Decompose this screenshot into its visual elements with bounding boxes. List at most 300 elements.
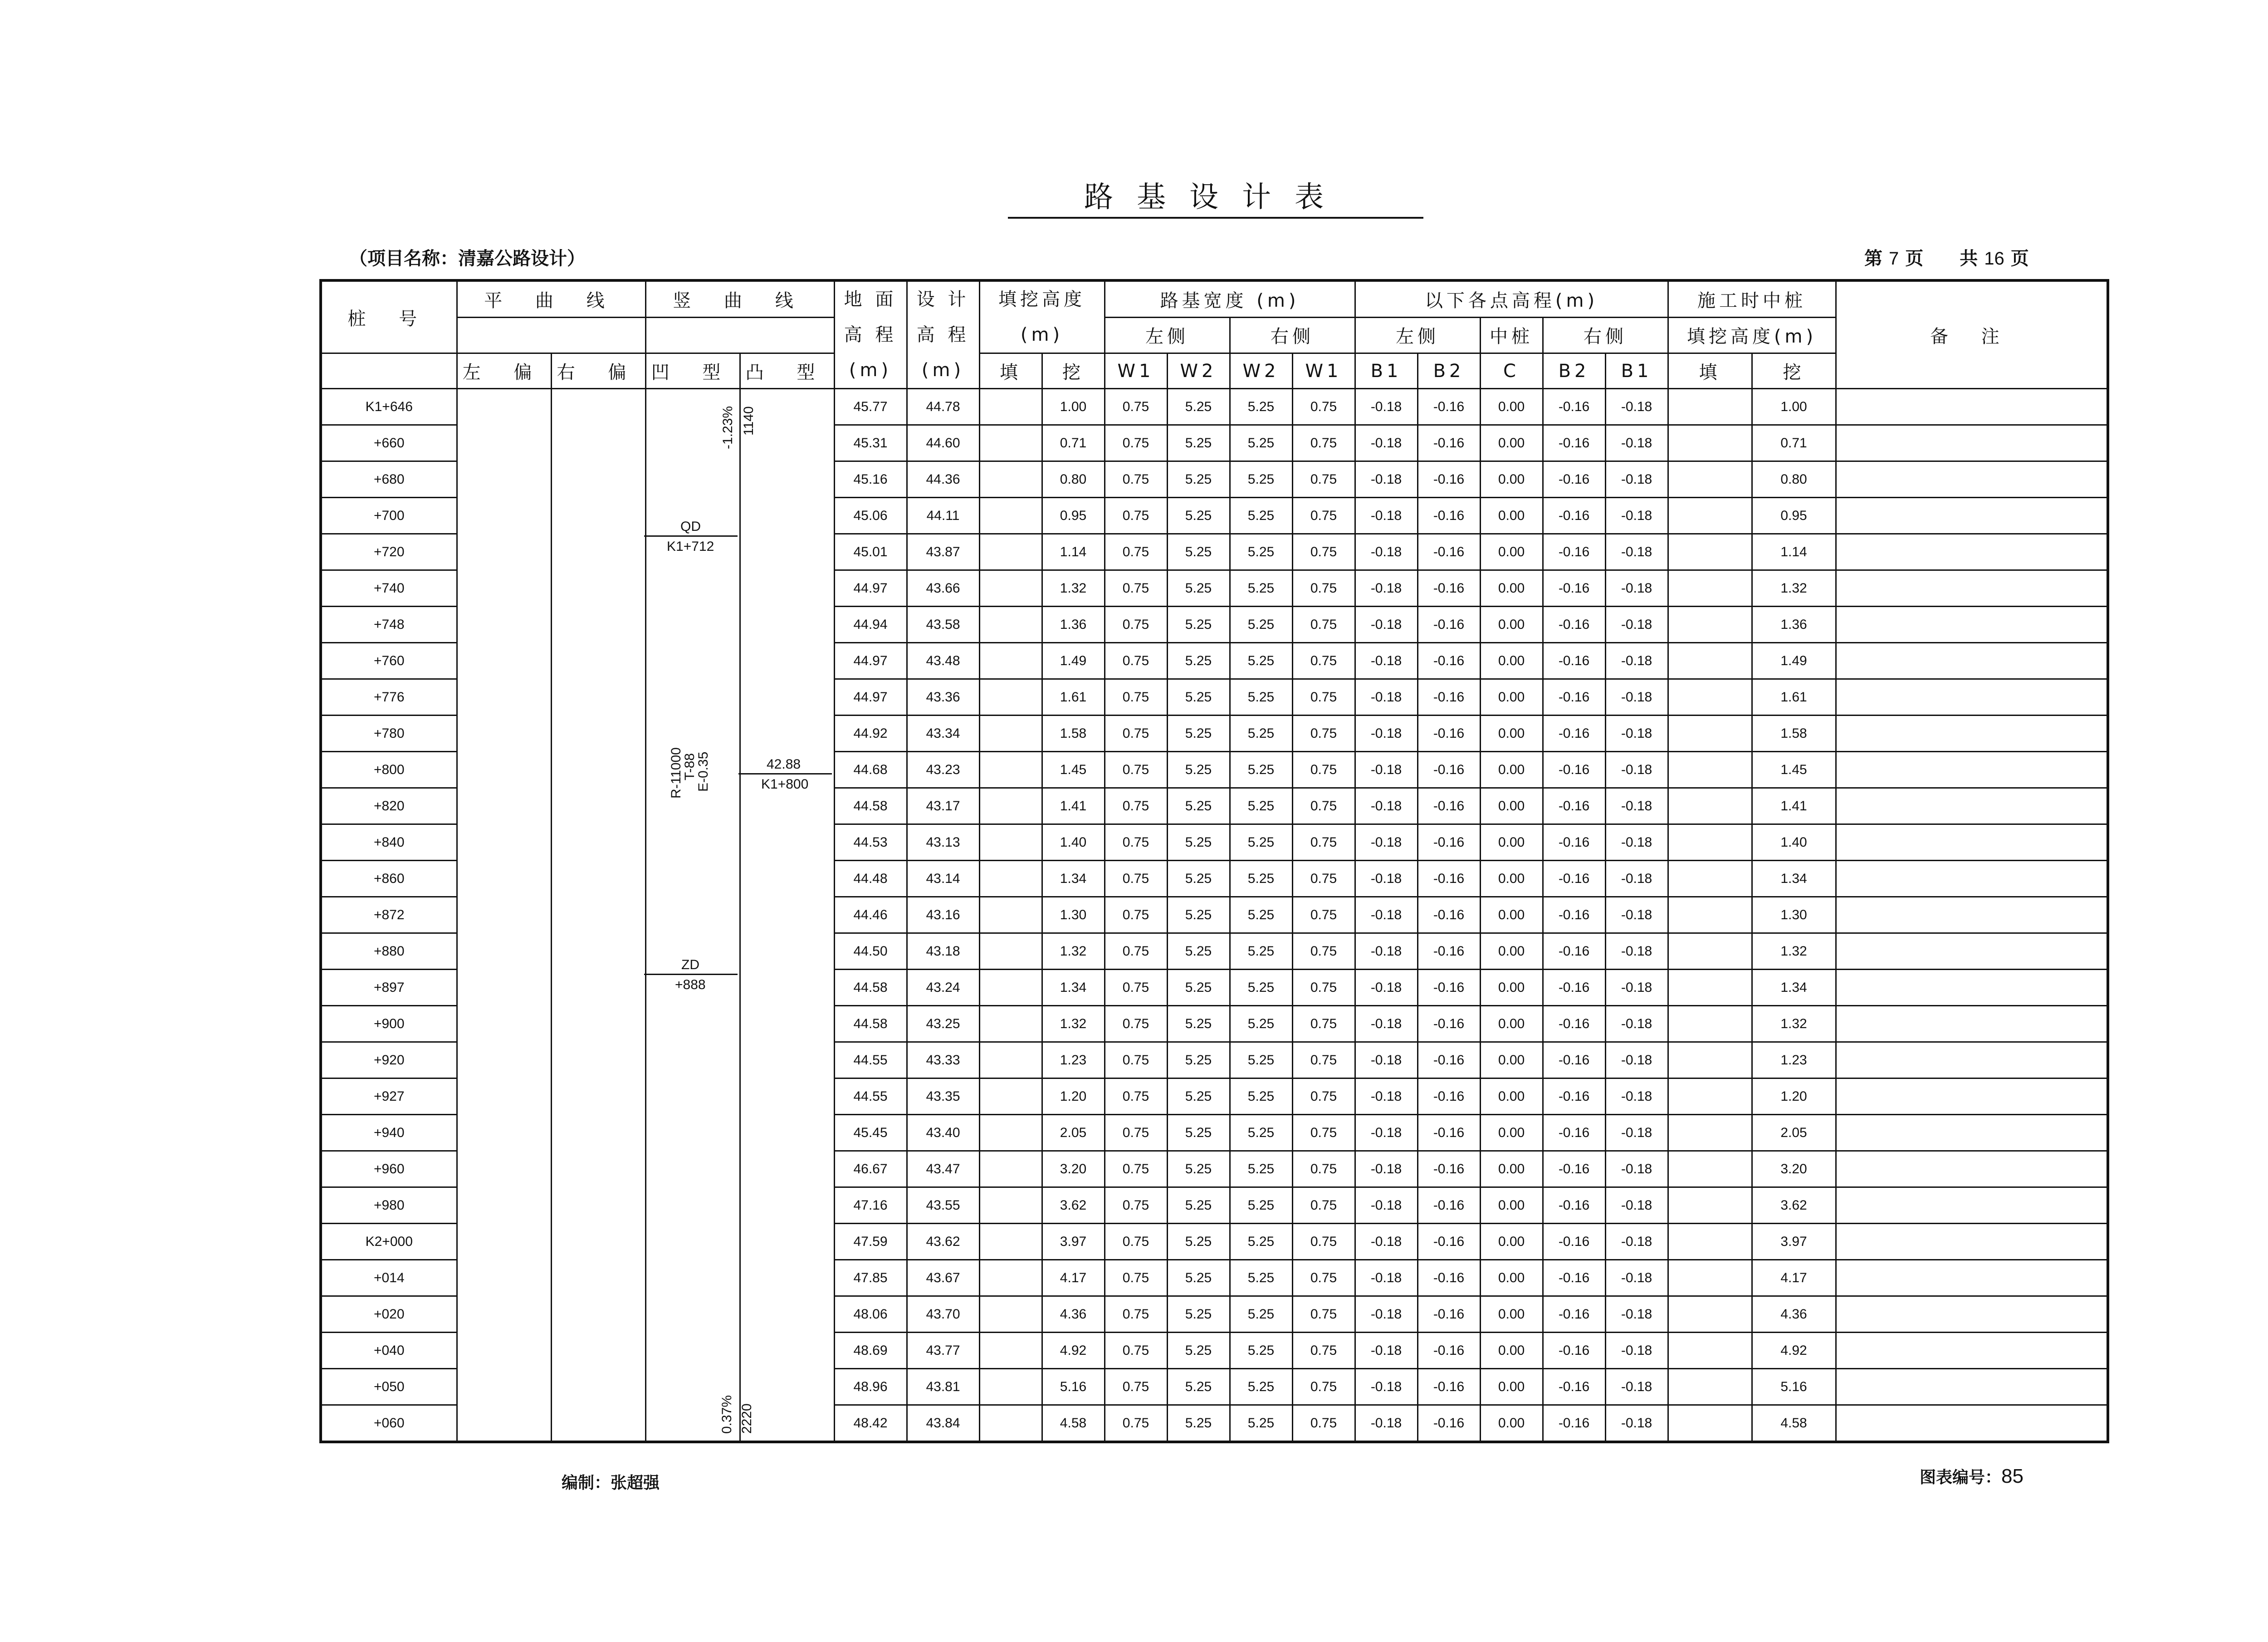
b2-left-cell: -0.16 (1418, 1405, 1480, 1442)
right-offset-cell (551, 933, 645, 970)
stake-cell: +940 (321, 1115, 457, 1151)
remarks-cell (1836, 897, 2108, 933)
b1-left-cell: -0.18 (1355, 498, 1418, 534)
convex-cell (740, 461, 834, 498)
header-horizontal-curve: 平 曲 线 (457, 280, 645, 317)
construction-fill-cell (1668, 389, 1752, 425)
remarks-cell (1836, 1187, 2108, 1224)
b1-right-cell: -0.18 (1605, 1369, 1668, 1405)
w2-left-cell: 5.25 (1167, 643, 1230, 679)
c-cell: 0.00 (1480, 752, 1543, 788)
left-offset-cell (457, 1405, 551, 1442)
stake-cell: +720 (321, 534, 457, 570)
right-offset-cell (551, 752, 645, 788)
construction-fill-cell (1668, 498, 1752, 534)
w1-left-cell: 0.75 (1105, 1405, 1167, 1442)
project-name: （项目名称：清嘉公路设计） (349, 248, 585, 269)
b1-right-cell: -0.18 (1605, 1405, 1668, 1442)
page-prefix: 第 (1864, 248, 1882, 269)
w2-right-cell: 5.25 (1230, 607, 1292, 643)
w2-right-cell: 5.25 (1230, 679, 1292, 716)
w2-right-cell: 5.25 (1230, 425, 1292, 461)
left-offset-cell (457, 534, 551, 570)
construction-fill-cell (1668, 1224, 1752, 1260)
fill-cell (979, 1042, 1042, 1078)
cut-cell: 1.36 (1042, 607, 1105, 643)
header-vertical-curve: 竖 曲 线 (645, 280, 834, 317)
convex-cell (740, 498, 834, 534)
w2-left-cell: 5.25 (1167, 752, 1230, 788)
w2-left-cell: 5.25 (1167, 1224, 1230, 1260)
ground-elev-cell: 45.31 (834, 425, 907, 461)
w1-left-cell: 0.75 (1105, 1333, 1167, 1369)
construction-fill-cell (1668, 970, 1752, 1006)
convex-cell (740, 1078, 834, 1115)
b1-right-cell: -0.18 (1605, 1187, 1668, 1224)
b2-right-cell: -0.16 (1543, 716, 1605, 752)
b2-right-cell: -0.16 (1543, 1224, 1605, 1260)
w1-right-cell: 0.75 (1292, 970, 1355, 1006)
w2-left-cell: 5.25 (1167, 534, 1230, 570)
w2-left-cell: 5.25 (1167, 1151, 1230, 1187)
b1-right-cell: -0.18 (1605, 534, 1668, 570)
cut-cell: 1.45 (1042, 752, 1105, 788)
fill-cell (979, 933, 1042, 970)
right-offset-cell (551, 570, 645, 607)
left-offset-cell (457, 824, 551, 861)
stake-cell: K2+000 (321, 1224, 457, 1260)
w2-left-cell: 5.25 (1167, 1369, 1230, 1405)
w2-left-cell: 5.25 (1167, 1260, 1230, 1296)
stake-cell: +660 (321, 425, 457, 461)
b2-left-cell: -0.16 (1418, 1369, 1480, 1405)
construction-cut-cell: 1.34 (1752, 970, 1836, 1006)
convex-cell (740, 1151, 834, 1187)
convex-cell (740, 716, 834, 752)
remarks-cell (1836, 1042, 2108, 1078)
b1-right-cell: -0.18 (1605, 389, 1668, 425)
title-underline (1008, 217, 1423, 219)
page-suffix: 页 (2010, 248, 2029, 269)
stake-cell: +060 (321, 1405, 457, 1442)
stake-cell: +900 (321, 1006, 457, 1042)
stake-cell: +840 (321, 824, 457, 861)
remarks-cell (1836, 425, 2108, 461)
b1-right-cell: -0.18 (1605, 1151, 1668, 1187)
remarks-cell (1836, 607, 2108, 643)
w1-left-cell: 0.75 (1105, 861, 1167, 897)
concave-cell (645, 1078, 740, 1115)
remarks-cell (1836, 461, 2108, 498)
stake-cell: +014 (321, 1260, 457, 1296)
cut-cell: 1.32 (1042, 570, 1105, 607)
header-c: C (1480, 353, 1543, 389)
c-cell: 0.00 (1480, 716, 1543, 752)
b2-right-cell: -0.16 (1543, 933, 1605, 970)
c-cell: 0.00 (1480, 788, 1543, 824)
b1-left-cell: -0.18 (1355, 570, 1418, 607)
remarks-cell (1836, 570, 2108, 607)
w2-left-cell: 5.25 (1167, 716, 1230, 752)
w1-left-cell: 0.75 (1105, 1151, 1167, 1187)
table-row (321, 1042, 2108, 1078)
b1-right-cell: -0.18 (1605, 1078, 1668, 1115)
header-width-left: 左侧 (1105, 317, 1230, 353)
w2-left-cell: 5.25 (1167, 1006, 1230, 1042)
cut-cell: 1.20 (1042, 1078, 1105, 1115)
construction-fill-cell (1668, 1260, 1752, 1296)
w2-right-cell: 5.25 (1230, 1369, 1292, 1405)
cut-cell: 3.20 (1042, 1151, 1105, 1187)
w1-left-cell: 0.75 (1105, 824, 1167, 861)
fill-cell (979, 643, 1042, 679)
right-offset-cell (551, 1006, 645, 1042)
right-offset-cell (551, 1333, 645, 1369)
w1-left-cell: 0.75 (1105, 679, 1167, 716)
design-elev-cell: 43.13 (907, 824, 979, 861)
left-offset-cell (457, 970, 551, 1006)
right-offset-cell (551, 607, 645, 643)
c-cell: 0.00 (1480, 1224, 1543, 1260)
header-fill: 填 (979, 353, 1042, 389)
b2-right-cell: -0.16 (1543, 970, 1605, 1006)
construction-fill-cell (1668, 1006, 1752, 1042)
stake-cell: +897 (321, 970, 457, 1006)
w1-left-cell: 0.75 (1105, 570, 1167, 607)
b2-right-cell: -0.16 (1543, 570, 1605, 607)
table-row (321, 389, 2108, 425)
left-offset-cell (457, 1187, 551, 1224)
page-mid: 页 (1905, 248, 1924, 269)
remarks-cell (1836, 824, 2108, 861)
b2-right-cell: -0.16 (1543, 534, 1605, 570)
right-offset-cell (551, 425, 645, 461)
b1-right-cell: -0.18 (1605, 1333, 1668, 1369)
construction-cut-cell: 3.20 (1752, 1151, 1836, 1187)
ground-elev-cell: 44.94 (834, 607, 907, 643)
b2-right-cell: -0.16 (1543, 1042, 1605, 1078)
w2-left-cell: 5.25 (1167, 861, 1230, 897)
fill-cell (979, 534, 1042, 570)
b1-left-cell: -0.18 (1355, 897, 1418, 933)
ground-elev-cell: 44.46 (834, 897, 907, 933)
w1-right-cell: 0.75 (1292, 788, 1355, 824)
ground-elev-cell: 45.06 (834, 498, 907, 534)
fill-cell (979, 1296, 1042, 1333)
fill-cell (979, 461, 1042, 498)
construction-fill-cell (1668, 1078, 1752, 1115)
design-elev-cell: 43.36 (907, 679, 979, 716)
right-offset-cell (551, 1078, 645, 1115)
header-w2-left: W2 (1167, 353, 1230, 389)
left-offset-cell (457, 861, 551, 897)
w1-left-cell: 0.75 (1105, 788, 1167, 824)
b2-right-cell: -0.16 (1543, 461, 1605, 498)
cut-cell: 0.80 (1042, 461, 1105, 498)
b1-right-cell: -0.18 (1605, 570, 1668, 607)
length-end: 2220 (739, 1403, 754, 1434)
remarks-cell (1836, 716, 2108, 752)
table-row (321, 861, 2108, 897)
remarks-cell (1836, 1006, 2108, 1042)
b1-left-cell: -0.18 (1355, 1115, 1418, 1151)
qd-label: QD (680, 519, 701, 534)
fill-cell (979, 425, 1042, 461)
stake-cell: +860 (321, 861, 457, 897)
header-convex: 凸 型 (740, 353, 834, 389)
c-cell: 0.00 (1480, 824, 1543, 861)
c-cell: 0.00 (1480, 970, 1543, 1006)
w1-right-cell: 0.75 (1292, 1151, 1355, 1187)
chart-number (1920, 1465, 2024, 1488)
concave-cell (645, 1042, 740, 1078)
w2-right-cell: 5.25 (1230, 389, 1292, 425)
convex-cell (740, 534, 834, 570)
b2-left-cell: -0.16 (1418, 752, 1480, 788)
ground-elev-cell: 44.55 (834, 1078, 907, 1115)
table-row (321, 1187, 2108, 1224)
convex-cell (740, 1042, 834, 1078)
b2-left-cell: -0.16 (1418, 970, 1480, 1006)
w2-right-cell: 5.25 (1230, 1187, 1292, 1224)
b2-right-cell: -0.16 (1543, 389, 1605, 425)
concave-cell (645, 643, 740, 679)
header-elev-right: 右侧 (1543, 317, 1668, 353)
construction-cut-cell: 1.49 (1752, 643, 1836, 679)
right-offset-cell (551, 498, 645, 534)
header-ground-elevation: 地 面 高 程 (m) (834, 280, 907, 389)
stake-cell: +800 (321, 752, 457, 788)
cut-cell: 3.97 (1042, 1224, 1105, 1260)
b1-right-cell: -0.18 (1605, 679, 1668, 716)
b1-left-cell: -0.18 (1355, 425, 1418, 461)
right-offset-cell (551, 1296, 645, 1333)
b2-right-cell: -0.16 (1543, 897, 1605, 933)
remarks-cell (1836, 1369, 2108, 1405)
convex-cell (740, 788, 834, 824)
c-cell: 0.00 (1480, 1078, 1543, 1115)
table-row (321, 897, 2108, 933)
construction-cut-cell: 5.16 (1752, 1369, 1836, 1405)
cut-cell: 1.40 (1042, 824, 1105, 861)
b1-left-cell: -0.18 (1355, 679, 1418, 716)
design-elev-cell: 43.33 (907, 1042, 979, 1078)
remarks-cell (1836, 933, 2108, 970)
concave-cell (645, 679, 740, 716)
right-offset-cell (551, 897, 645, 933)
w2-left-cell: 5.25 (1167, 1187, 1230, 1224)
w1-right-cell: 0.75 (1292, 1187, 1355, 1224)
chart-number-value: 85 (2001, 1465, 2024, 1487)
w1-left-cell: 0.75 (1105, 461, 1167, 498)
construction-cut-cell: 1.61 (1752, 679, 1836, 716)
design-elev-cell: 43.81 (907, 1369, 979, 1405)
concave-cell (645, 788, 740, 824)
b1-left-cell: -0.18 (1355, 970, 1418, 1006)
remarks-cell (1836, 1224, 2108, 1260)
chart-number-label: 图表编号： (1920, 1468, 2002, 1487)
page-total: 16 (1984, 249, 2004, 269)
w1-left-cell: 0.75 (1105, 389, 1167, 425)
grade-start: -1.23% (720, 406, 735, 449)
w1-right-cell: 0.75 (1292, 498, 1355, 534)
curve-radius: R-11000 (669, 747, 684, 799)
b1-right-cell: -0.18 (1605, 461, 1668, 498)
cut-cell: 1.58 (1042, 716, 1105, 752)
stake-cell: +880 (321, 933, 457, 970)
c-cell: 0.00 (1480, 389, 1543, 425)
construction-cut-cell: 2.05 (1752, 1115, 1836, 1151)
b2-left-cell: -0.16 (1418, 1224, 1480, 1260)
ground-elev-cell: 44.68 (834, 752, 907, 788)
concave-cell (645, 1115, 740, 1151)
cut-cell: 0.95 (1042, 498, 1105, 534)
c-cell: 0.00 (1480, 1369, 1543, 1405)
right-offset-cell (551, 1187, 645, 1224)
construction-fill-cell (1668, 461, 1752, 498)
w1-right-cell: 0.75 (1292, 824, 1355, 861)
b2-left-cell: -0.16 (1418, 1151, 1480, 1187)
w1-left-cell: 0.75 (1105, 498, 1167, 534)
concave-cell (645, 716, 740, 752)
table-row (321, 1006, 2108, 1042)
convex-cell (740, 824, 834, 861)
right-offset-cell (551, 824, 645, 861)
c-cell: 0.00 (1480, 897, 1543, 933)
table-row (321, 570, 2108, 607)
header-w2-right: W2 (1230, 353, 1292, 389)
b1-left-cell: -0.18 (1355, 1042, 1418, 1078)
remarks-cell (1836, 498, 2108, 534)
w1-right-cell: 0.75 (1292, 716, 1355, 752)
right-offset-cell (551, 1115, 645, 1151)
b2-left-cell: -0.16 (1418, 461, 1480, 498)
convex-cell (740, 643, 834, 679)
w1-right-cell: 0.75 (1292, 1042, 1355, 1078)
w1-left-cell: 0.75 (1105, 1224, 1167, 1260)
page-title: 路基设计表 (1084, 181, 1347, 214)
remarks-cell (1836, 752, 2108, 788)
fill-cell (979, 1006, 1042, 1042)
header-concave: 凹 型 (645, 353, 740, 389)
convex-cell (740, 1333, 834, 1369)
construction-cut-cell: 0.95 (1752, 498, 1836, 534)
zd-stake: +888 (675, 977, 706, 992)
fill-cell (979, 570, 1042, 607)
left-offset-cell (457, 643, 551, 679)
b1-left-cell: -0.18 (1355, 1296, 1418, 1333)
fill-cell (979, 679, 1042, 716)
b2-right-cell: -0.16 (1543, 1078, 1605, 1115)
cut-cell: 1.30 (1042, 897, 1105, 933)
fill-cell (979, 824, 1042, 861)
table-row (321, 679, 2108, 716)
fill-cell (979, 498, 1042, 534)
design-elev-cell: 43.62 (907, 1224, 979, 1260)
w1-right-cell: 0.75 (1292, 570, 1355, 607)
table-row (321, 1405, 2108, 1442)
stake-cell: +040 (321, 1333, 457, 1369)
b1-right-cell: -0.18 (1605, 1006, 1668, 1042)
convex-cell (740, 679, 834, 716)
page-total-prefix: 共 (1960, 248, 1978, 269)
construction-cut-cell: 3.97 (1752, 1224, 1836, 1260)
design-elev-cell: 43.70 (907, 1296, 979, 1333)
cut-cell: 1.23 (1042, 1042, 1105, 1078)
cut-cell: 1.61 (1042, 679, 1105, 716)
b2-left-cell: -0.16 (1418, 679, 1480, 716)
b2-right-cell: -0.16 (1543, 607, 1605, 643)
right-offset-cell (551, 389, 645, 425)
design-elev-cell: 44.36 (907, 461, 979, 498)
remarks-cell (1836, 389, 2108, 425)
w1-right-cell: 0.75 (1292, 861, 1355, 897)
stake-cell: +020 (321, 1296, 457, 1333)
construction-cut-cell: 4.58 (1752, 1405, 1836, 1442)
design-elev-cell: 43.48 (907, 643, 979, 679)
b2-right-cell: -0.16 (1543, 861, 1605, 897)
header-horizontal-blank (457, 317, 645, 353)
convex-cell (740, 1224, 834, 1260)
construction-cut-cell: 1.36 (1752, 607, 1836, 643)
page-current: 7 (1889, 249, 1899, 269)
table-row (321, 970, 2108, 1006)
w2-left-cell: 5.25 (1167, 679, 1230, 716)
header-b2-left: B2 (1418, 353, 1480, 389)
concave-cell (645, 1296, 740, 1333)
w2-right-cell: 5.25 (1230, 1260, 1292, 1296)
left-offset-cell (457, 933, 551, 970)
fill-cell (979, 1260, 1042, 1296)
convex-cell (740, 570, 834, 607)
left-offset-cell (457, 1078, 551, 1115)
cut-cell: 1.00 (1042, 389, 1105, 425)
remarks-cell (1836, 1151, 2108, 1187)
pvi-stake: K1+800 (761, 777, 809, 792)
b1-left-cell: -0.18 (1355, 1333, 1418, 1369)
cut-cell: 1.14 (1042, 534, 1105, 570)
fill-cell (979, 389, 1042, 425)
c-cell: 0.00 (1480, 570, 1543, 607)
header-width: 路基宽度 (m) (1105, 280, 1355, 317)
w1-left-cell: 0.75 (1105, 534, 1167, 570)
construction-fill-cell (1668, 1333, 1752, 1369)
b2-left-cell: -0.16 (1418, 788, 1480, 824)
ground-elev-cell: 48.69 (834, 1333, 907, 1369)
ground-elev-cell: 45.77 (834, 389, 907, 425)
construction-fill-cell (1668, 897, 1752, 933)
construction-fill-cell (1668, 1151, 1752, 1187)
c-cell: 0.00 (1480, 679, 1543, 716)
w1-left-cell: 0.75 (1105, 1369, 1167, 1405)
curve-tangent: T-88 (682, 753, 697, 780)
b1-left-cell: -0.18 (1355, 1405, 1418, 1442)
b1-left-cell: -0.18 (1355, 1369, 1418, 1405)
b2-right-cell: -0.16 (1543, 679, 1605, 716)
ground-elev-cell: 48.96 (834, 1369, 907, 1405)
w1-left-cell: 0.75 (1105, 1296, 1167, 1333)
cut-cell: 3.62 (1042, 1187, 1105, 1224)
w1-right-cell: 0.75 (1292, 897, 1355, 933)
b2-right-cell: -0.16 (1543, 1333, 1605, 1369)
convex-cell (740, 1369, 834, 1405)
left-offset-cell (457, 570, 551, 607)
header-w1-left: W1 (1105, 353, 1167, 389)
left-offset-cell (457, 425, 551, 461)
table-row (321, 607, 2108, 643)
pvi-tick (738, 773, 832, 774)
concave-cell (645, 861, 740, 897)
